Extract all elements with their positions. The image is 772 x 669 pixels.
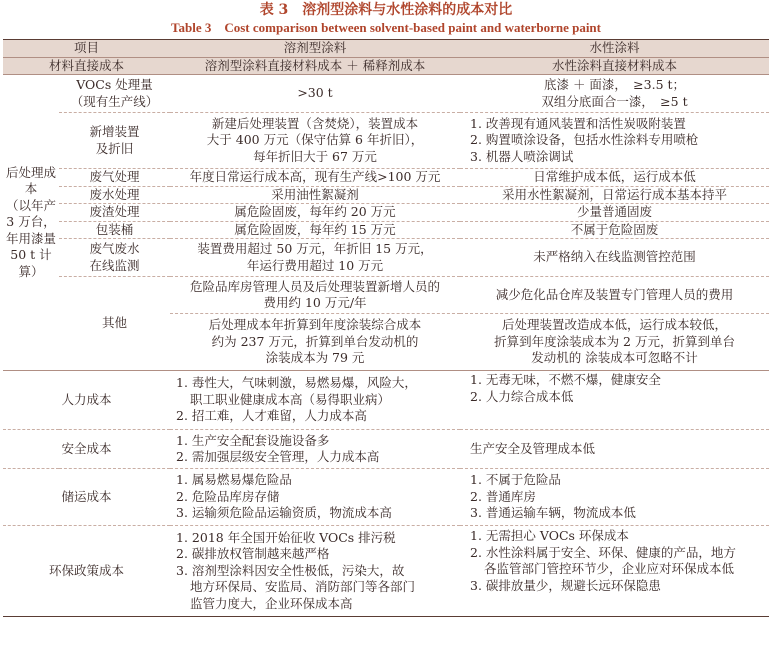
labor-solvent: 1. 毒性大，气味刺激，易燃易爆，风险大， 职工职业健康成本高（易得职业病） 2. 招工难，人才难留，人力成本高 [170, 371, 460, 430]
cost-comparison-table [3, 39, 769, 617]
labor-water: 1. 无毒无味，不燃不爆，健康安全 2. 人力综合成本低 [460, 371, 769, 430]
material-row [3, 57, 769, 75]
gas-water: 日常维护成本低，运行成本低 [460, 169, 769, 187]
header-row [3, 40, 769, 58]
monitor-label: 废气废水 在线监测 [59, 239, 170, 277]
safety-label: 安全成本 [3, 430, 170, 469]
device-solvent: 新建后处理装置（含焚烧），装置成本 大于 400 万元（保守估算 6 年折旧）， 每年折旧大于 67 万元 [170, 113, 460, 169]
material-solvent: 溶剂型涂料直接材料成本 ＋ 稀释剂成本 [170, 57, 460, 75]
policy-label: 环保政策成本 [3, 526, 170, 617]
storage-row [3, 469, 769, 526]
gas-row [3, 169, 769, 187]
monitor-solvent: 装置费用超过 50 万元，年折旧 15 万元， 年运行费用超过 10 万元 [170, 239, 460, 277]
safety-row [3, 430, 769, 469]
monitor-row [3, 239, 769, 277]
residue-water: 少量普通固废 [460, 204, 769, 222]
waterproc-row [3, 186, 769, 204]
waterproc-solvent: 采用油性絮凝剂 [170, 186, 460, 204]
device-row [3, 113, 769, 169]
device-water: 1. 改善现有通风装置和活性炭吸附装置 2. 购置喷涂设备，包括水性涂料专用喷枪 3. 机器人喷涂调试 [460, 113, 769, 169]
header-water: 水性涂料 [460, 40, 769, 58]
waterproc-label: 废水处理 [59, 186, 170, 204]
material-label: 材料直接成本 [3, 57, 170, 75]
voc-row [3, 75, 769, 113]
other-label: 其他 [59, 277, 170, 371]
storage-label: 储运成本 [3, 469, 170, 526]
policy-solvent: 1. 2018 年全国开始征收 VOCs 排污税 2. 碳排放权管制越来越严格 3. 溶剂型涂料因安全性极低，污染大，故 地方环保局、安监局、消防部门等各部门 监管力度大，企业环保成本高 [170, 526, 460, 617]
other-solvent-2: 后处理成本年折算到年度涂装综合成本 约为 237 万元，折算到单台发动机的 涂装成本为 79 元 [170, 314, 460, 371]
material-water: 水性涂料直接材料成本 [460, 57, 769, 75]
header-solvent: 溶剂型涂料 [170, 40, 460, 58]
post-label: 后处理成本 （以年产 3 万台， 年用漆量 50 t 计算） [3, 75, 59, 371]
other-water-1: 减少危化品仓库及装置专门管理人员的费用 [460, 277, 769, 314]
storage-solvent: 1. 属易燃易爆危险品 2. 危险品库房存储 3. 运输须危险品运输资质，物流成本高 [170, 469, 460, 526]
bucket-row [3, 221, 769, 239]
safety-solvent: 1. 生产安全配套设施设备多 2. 需加强层级安全管理，人力成本高 [170, 430, 460, 469]
policy-row [3, 526, 769, 617]
residue-row [3, 204, 769, 222]
safety-water: 生产安全及管理成本低 [460, 430, 769, 469]
other-water-2: 后处理装置改造成本低，运行成本较低， 折算到年度涂装成本为 2 万元，折算到单台 发动机的 涂装成本可忽略不计 [460, 314, 769, 371]
bucket-solvent: 属危险固废，每年约 15 万元 [170, 221, 460, 239]
bucket-water: 不属于危险固废 [460, 221, 769, 239]
labor-label: 人力成本 [3, 371, 170, 430]
table-caption-en: Table 3 Cost comparison between solvent-based paint and waterborne paint [171, 20, 601, 35]
header-item: 项目 [3, 40, 170, 58]
other-solvent-1: 危险品库房管理人员及后处理装置新增人员的 费用约 10 万元/年 [170, 277, 460, 314]
storage-water: 1. 不属于危险品 2. 普通库房 3. 普通运输车辆，物流成本低 [460, 469, 769, 526]
policy-water: 1. 无需担心 VOCs 环保成本 2. 水性涂料属于安全、环保、健康的产品，地方 各监管部门管控环节少，企业应对环保成本低 3. 碳排放量少，规避长远环保隐患 [460, 526, 769, 617]
residue-solvent: 属危险固废，每年约 20 万元 [170, 204, 460, 222]
table-caption-cn: 表 3 溶剂型涂料与水性涂料的成本对比 [259, 2, 513, 18]
gas-solvent: 年度日常运行成本高，现有生产线>100 万元 [170, 169, 460, 187]
labor-row [3, 371, 769, 430]
device-label: 新增装置 及折旧 [59, 113, 170, 169]
waterproc-water: 采用水性絮凝剂，日常运行成本基本持平 [460, 186, 769, 204]
voc-label: VOCs 处理量 （现有生产线） [59, 75, 170, 113]
monitor-water: 未严格纳入在线监测管控范围 [460, 239, 769, 277]
residue-label: 废渣处理 [59, 204, 170, 222]
voc-water: 底漆 ＋ 面漆， ≥3.5 t； 双组分底面合一漆， ≥5 t [460, 75, 769, 113]
other-row-1 [3, 277, 769, 314]
gas-label: 废气处理 [59, 169, 170, 187]
voc-solvent: >30 t [170, 75, 460, 113]
bucket-label: 包装桶 [59, 221, 170, 239]
